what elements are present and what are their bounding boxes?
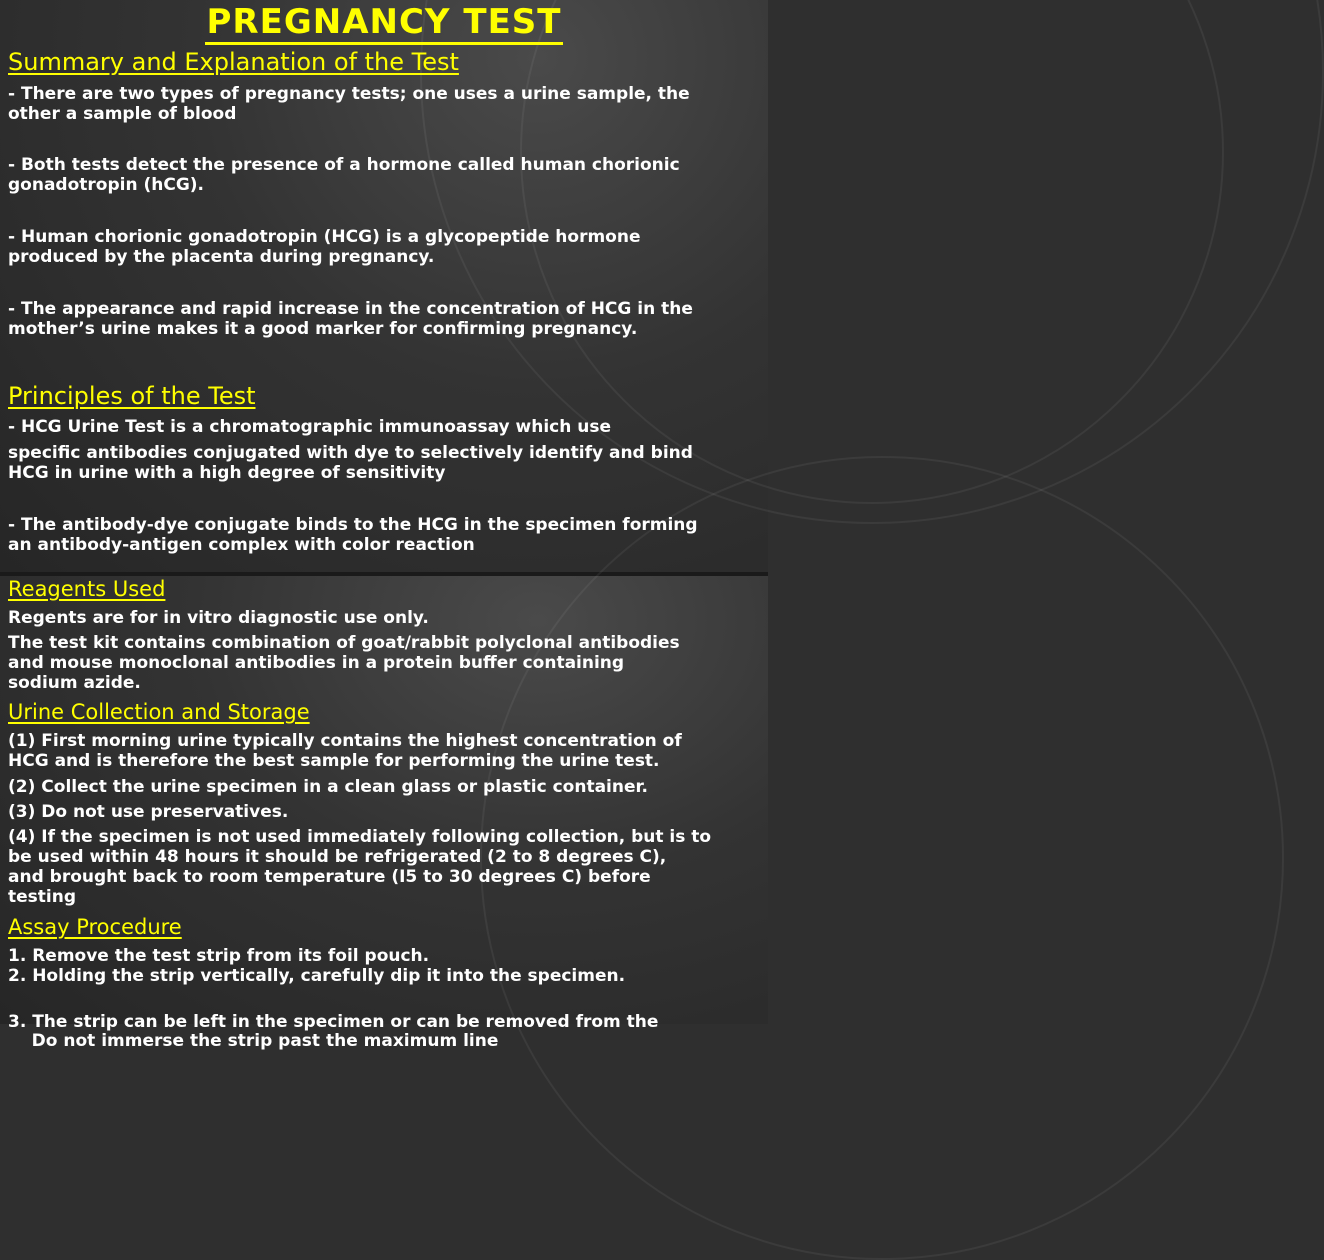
summary-heading: Summary and Explanation of the Test	[8, 48, 459, 76]
text-line: - The antibody-dye conjugate binds to the HCG in the specimen forming	[8, 515, 698, 535]
urine-paragraph-3	[8, 802, 766, 822]
assay-step-2-note	[8, 991, 766, 1091]
text-line: be used within 48 hours it should be refrigerated (2 to 8 degrees C),	[8, 847, 667, 867]
reagents-paragraph-1	[8, 608, 766, 628]
text-line: an antibody-antigen complex with color reaction	[8, 535, 475, 555]
slide-top	[0, 0, 768, 572]
text-line: and mouse monoclonal antibodies in a protein buffer containing	[8, 653, 625, 673]
text-line: mother’s urine makes it a good marker for confirming pregnancy.	[8, 319, 638, 339]
text-line: (2) Collect the urine specimen in a clean glass or plastic container.	[8, 777, 648, 797]
text-line: 2. Holding the strip vertically, carefully dip it into the specimen.	[8, 966, 626, 986]
page-title-wrap	[0, 2, 768, 45]
principles-paragraph-1	[8, 417, 766, 437]
text-line: other a sample of blood	[8, 104, 237, 124]
text-line: - There are two types of pregnancy tests; one uses a urine sample, the	[8, 84, 690, 104]
text-line: (3) Do not use preservatives.	[8, 802, 289, 822]
text-line: The test kit contains combination of goat/rabbit polyclonal antibodies	[8, 633, 680, 653]
assay-step-3	[8, 1012, 766, 1032]
summary-paragraph-3	[8, 227, 766, 267]
text-line: - Human chorionic gonadotropin (HCG) is a glycopeptide hormone	[8, 227, 641, 247]
reagents-paragraph-2	[8, 633, 766, 693]
reagents-heading: Reagents Used	[8, 577, 166, 601]
principles-paragraph-2	[8, 443, 766, 483]
text-line: 3. The strip can be left in the specimen or can be removed from the	[8, 1012, 659, 1032]
assay-heading: Assay Procedure	[8, 915, 182, 939]
urine-paragraph-4	[8, 827, 766, 907]
text-line: Do not immerse the strip past the maximum line	[8, 1031, 499, 1051]
text-line: (1) First morning urine typically contains the highest concentration of	[8, 731, 682, 751]
text-line: Regents are for in vitro diagnostic use only.	[8, 608, 429, 628]
text-line: sodium azide.	[8, 673, 141, 693]
text-line: HCG in urine with a high degree of sensitivity	[8, 463, 446, 483]
urine-heading: Urine Collection and Storage	[8, 700, 310, 724]
text-line: 1. Remove the test strip from its foil pouch.	[8, 946, 430, 966]
text-line: - The appearance and rapid increase in the concentration of HCG in the	[8, 299, 693, 319]
page-title: PREGNANCY TEST	[205, 2, 564, 45]
text-line: (4) If the specimen is not used immediately following collection, but is to	[8, 827, 712, 847]
text-line: gonadotropin (hCG).	[8, 175, 205, 195]
text-line: - Both tests detect the presence of a hormone called human chorionic	[8, 155, 680, 175]
assay-step-2	[8, 966, 766, 986]
text-line: specific antibodies conjugated with dye to selectively identify and bind	[8, 443, 693, 463]
text-line: produced by the placenta during pregnancy.	[8, 247, 435, 267]
summary-paragraph-4	[8, 299, 766, 339]
principles-heading: Principles of the Test	[8, 382, 256, 410]
text-line: testing	[8, 887, 76, 907]
summary-paragraph-1	[8, 84, 766, 124]
text-line: - HCG Urine Test is a chromatographic immunoassay which use	[8, 417, 612, 437]
urine-paragraph-1	[8, 731, 766, 771]
text-line: HCG and is therefore the best sample for performing the urine test.	[8, 751, 660, 771]
urine-paragraph-2	[8, 777, 766, 797]
summary-paragraph-2	[8, 155, 766, 195]
assay-step-1	[8, 946, 766, 966]
slide-bottom	[0, 576, 768, 1051]
text-line: and brought back to room temperature (I5 to 30 degrees C) before	[8, 867, 651, 887]
